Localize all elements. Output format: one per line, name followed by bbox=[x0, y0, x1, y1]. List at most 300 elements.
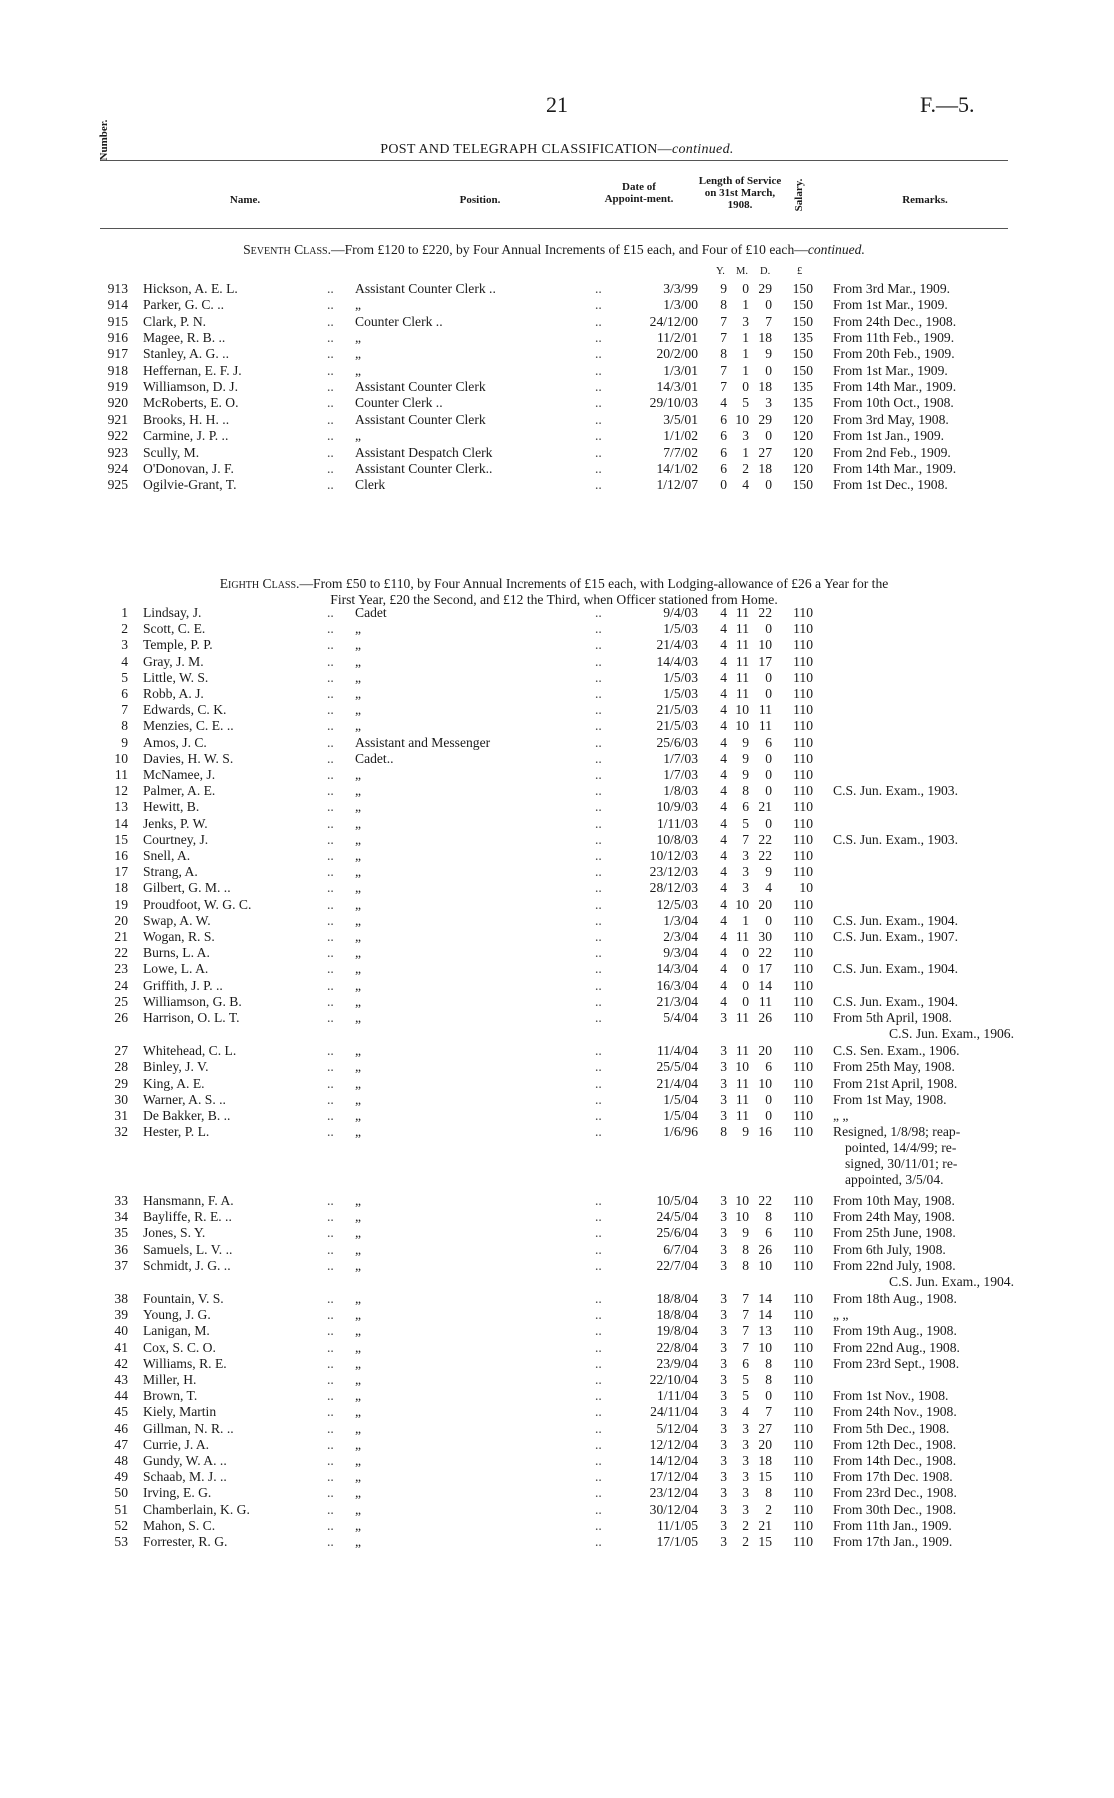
column-header-name: Name. bbox=[229, 194, 261, 206]
row-service-months: 11 bbox=[735, 637, 749, 653]
row-position: „ bbox=[355, 1404, 362, 1420]
row-service-months: 7 bbox=[742, 1307, 749, 1323]
row-service-days: 30 bbox=[758, 929, 772, 944]
row-service-days: 6 bbox=[765, 1059, 772, 1075]
row-service-days: 0 bbox=[765, 1091, 772, 1107]
row-appointment-date: 1/5/03 bbox=[663, 621, 698, 637]
row-salary: 110 bbox=[793, 1485, 813, 1501]
column-header-number: Number. bbox=[98, 119, 110, 161]
leader-dots: .. bbox=[595, 1043, 602, 1059]
row-service-days: 0 bbox=[765, 783, 772, 799]
page-code: F.—5. bbox=[920, 92, 975, 117]
leader-dots: .. bbox=[327, 945, 334, 961]
row-number: 33 bbox=[114, 1193, 128, 1208]
row-name: Irving, E. G. bbox=[143, 1485, 212, 1501]
row-service-months: 3 bbox=[742, 428, 749, 444]
row-appointment-date: 30/12/04 bbox=[649, 1501, 698, 1517]
row-service-days: 13 bbox=[758, 1323, 772, 1339]
row-service-years: 3 bbox=[720, 1010, 727, 1025]
row-service-years: 7 bbox=[720, 330, 727, 346]
table-row bbox=[0, 961, 1114, 977]
row-service-days: 11 bbox=[758, 993, 772, 1009]
row-appointment-date: 21/4/03 bbox=[656, 637, 698, 653]
row-position: „ bbox=[355, 1043, 362, 1059]
row-name: Currie, J. A. bbox=[143, 1436, 210, 1452]
table-row bbox=[0, 621, 1114, 637]
row-salary: 150 bbox=[792, 362, 813, 378]
row-number: 21 bbox=[114, 929, 128, 944]
row-name: Scully, M. bbox=[143, 444, 200, 460]
row-service-days: 0 bbox=[765, 815, 772, 831]
row-service-years: 3 bbox=[720, 1339, 727, 1355]
row-salary: 110 bbox=[793, 1501, 813, 1517]
row-appointment-date: 3/5/01 bbox=[663, 411, 698, 427]
leader-dots: .. bbox=[327, 1209, 334, 1225]
row-appointment-date: 17/1/05 bbox=[656, 1534, 698, 1549]
row-number: 914 bbox=[107, 297, 128, 313]
row-remarks: From 11th Jan., 1909. bbox=[833, 1517, 952, 1533]
column-header-service: Length of Service on 31st March, 1908. bbox=[698, 175, 782, 211]
leader-dots: .. bbox=[327, 1225, 334, 1241]
row-number: 48 bbox=[114, 1453, 128, 1468]
row-service-months: 3 bbox=[742, 848, 749, 863]
leader-dots: .. bbox=[595, 379, 602, 395]
row-appointment-date: 2/3/04 bbox=[663, 929, 698, 944]
leader-dots: .. bbox=[327, 1453, 334, 1468]
table-row bbox=[0, 686, 1114, 702]
row-service-days: 9 bbox=[765, 864, 772, 880]
leader-dots: .. bbox=[327, 1534, 334, 1549]
row-name: Swap, A. W. bbox=[143, 912, 211, 928]
leader-dots: .. bbox=[327, 637, 334, 653]
row-remarks: From 5th April, 1908. bbox=[833, 1010, 952, 1025]
leader-dots: .. bbox=[327, 1436, 334, 1452]
row-position: Cadet bbox=[355, 605, 387, 620]
leader-dots: .. bbox=[327, 1323, 334, 1339]
row-name: Forrester, R. G. bbox=[143, 1534, 228, 1549]
row-remarks: From 23rd Dec., 1908. bbox=[833, 1485, 957, 1501]
row-name: Chamberlain, K. G. bbox=[143, 1501, 250, 1517]
row-service-years: 4 bbox=[720, 734, 727, 750]
row-name: Harrison, O. L. T. bbox=[143, 1010, 240, 1025]
row-appointment-date: 1/7/03 bbox=[663, 750, 698, 766]
row-name: Warner, A. S. .. bbox=[143, 1091, 226, 1107]
eighth-class-heading-2: First Year, £20 the Second, and £12 the Third, when Officer stationed from Home. bbox=[330, 592, 778, 607]
row-salary: 110 bbox=[793, 718, 813, 734]
row-service-months: 0 bbox=[742, 281, 749, 296]
row-remarks: From 22nd July, 1908. bbox=[833, 1257, 956, 1273]
row-number: 12 bbox=[114, 783, 128, 799]
leader-dots: .. bbox=[327, 621, 334, 637]
row-remarks: C.S. Jun. Exam., 1904. bbox=[833, 993, 958, 1009]
row-salary: 110 bbox=[793, 1225, 813, 1241]
row-position: Clerk bbox=[355, 477, 386, 493]
row-appointment-date: 1/3/04 bbox=[663, 912, 698, 928]
leader-dots: .. bbox=[595, 444, 602, 460]
row-service-days: 17 bbox=[758, 653, 772, 669]
row-remarks: From 24th May, 1908. bbox=[833, 1209, 955, 1225]
row-service-years: 3 bbox=[720, 1209, 727, 1225]
row-service-days: 20 bbox=[758, 1436, 772, 1452]
row-salary: 110 bbox=[793, 815, 813, 831]
row-number: 13 bbox=[114, 799, 128, 815]
eighth-class-heading bbox=[100, 576, 1008, 592]
row-name: Hewitt, B. bbox=[143, 799, 200, 815]
table-row bbox=[0, 929, 1114, 945]
row-appointment-date: 5/12/04 bbox=[656, 1420, 698, 1436]
row-salary: 110 bbox=[793, 669, 813, 685]
row-service-days: 11 bbox=[758, 718, 772, 734]
leader-dots: .. bbox=[595, 428, 602, 444]
leader-dots: .. bbox=[595, 313, 602, 329]
unit-pounds: £ bbox=[797, 266, 803, 277]
row-number: 8 bbox=[121, 718, 128, 734]
row-service-months: 0 bbox=[742, 961, 749, 977]
row-name: Hansmann, F. A. bbox=[143, 1193, 234, 1208]
row-salary: 110 bbox=[793, 1257, 813, 1273]
row-service-years: 3 bbox=[720, 1075, 727, 1091]
row-salary: 110 bbox=[793, 1517, 813, 1533]
leader-dots: .. bbox=[595, 395, 602, 411]
row-service-days: 14 bbox=[758, 1307, 772, 1323]
row-service-months: 7 bbox=[742, 1339, 749, 1355]
row-service-months: 10 bbox=[735, 1193, 749, 1208]
row-service-months: 10 bbox=[735, 702, 749, 718]
row-remarks: From 5th Dec., 1908. bbox=[833, 1420, 950, 1436]
row-appointment-date: 10/8/03 bbox=[656, 831, 698, 847]
row-appointment-date: 11/4/04 bbox=[656, 1043, 698, 1059]
row-service-years: 4 bbox=[720, 621, 727, 637]
row-remarks: From 1st May, 1908. bbox=[833, 1091, 947, 1107]
row-position: Assistant Counter Clerk bbox=[355, 411, 486, 427]
row-service-months: 11 bbox=[735, 1108, 749, 1123]
row-name: Williamson, G. B. bbox=[143, 993, 242, 1009]
row-name: Courtney, J. bbox=[143, 831, 209, 847]
row-name: Griffith, J. P. .. bbox=[143, 977, 223, 993]
table-row bbox=[0, 1193, 1114, 1209]
row-appointment-date: 19/8/04 bbox=[656, 1323, 698, 1339]
row-position: „ bbox=[355, 637, 362, 653]
row-position: „ bbox=[355, 1501, 362, 1517]
row-service-months: 10 bbox=[735, 411, 749, 427]
row-service-days: 22 bbox=[758, 848, 772, 863]
table-row bbox=[0, 1010, 1114, 1026]
eighth-class-text-1: —From £50 to £110, by Four Annual Increments of £15 each, with Lodging-allowance of £26 a Year for the bbox=[299, 576, 889, 591]
unit-days: D. bbox=[760, 266, 771, 277]
row-position: Assistant Despatch Clerk bbox=[355, 444, 493, 460]
leader-dots: .. bbox=[595, 1291, 602, 1306]
leader-dots: .. bbox=[595, 1257, 602, 1273]
row-service-years: 4 bbox=[720, 702, 727, 718]
row-position: „ bbox=[355, 929, 362, 944]
row-salary: 110 bbox=[793, 945, 813, 961]
table-row bbox=[0, 428, 1114, 444]
row-name: Schmidt, J. G. .. bbox=[143, 1257, 231, 1273]
row-position: „ bbox=[355, 977, 362, 993]
row-number: 32 bbox=[114, 1124, 128, 1140]
row-appointment-date: 1/6/96 bbox=[663, 1124, 698, 1140]
leader-dots: .. bbox=[595, 1404, 602, 1420]
row-service-years: 8 bbox=[720, 1124, 727, 1140]
row-appointment-date: 1/5/04 bbox=[663, 1091, 698, 1107]
row-number: 919 bbox=[107, 379, 128, 395]
table-row bbox=[0, 654, 1114, 670]
row-position: „ bbox=[355, 297, 362, 313]
row-service-days: 9 bbox=[765, 346, 772, 362]
row-position: „ bbox=[355, 815, 362, 831]
table-row bbox=[0, 799, 1114, 815]
table-row bbox=[0, 1092, 1114, 1108]
row-position: „ bbox=[355, 1355, 362, 1371]
table-row bbox=[0, 281, 1114, 297]
row-remarks: From 20th Feb., 1909. bbox=[833, 346, 955, 362]
leader-dots: .. bbox=[595, 1372, 602, 1387]
leader-dots: .. bbox=[595, 686, 602, 701]
row-appointment-date: 1/1/02 bbox=[663, 428, 698, 444]
row-appointment-date: 1/11/03 bbox=[656, 815, 698, 831]
row-service-years: 4 bbox=[720, 783, 727, 799]
table-row bbox=[0, 880, 1114, 896]
row-number: 2 bbox=[121, 621, 128, 637]
leader-dots: .. bbox=[327, 1355, 334, 1371]
row-remarks: From 3rd May, 1908. bbox=[833, 411, 949, 427]
leader-dots: .. bbox=[595, 1225, 602, 1241]
table-row bbox=[0, 832, 1114, 848]
row-service-months: 4 bbox=[742, 477, 749, 493]
row-number: 920 bbox=[107, 395, 128, 411]
row-name: Hickson, A. E. L. bbox=[143, 281, 238, 296]
row-appointment-date: 11/1/05 bbox=[656, 1517, 698, 1533]
leader-dots: .. bbox=[327, 669, 334, 685]
row-salary: 135 bbox=[792, 330, 813, 346]
row-service-days: 8 bbox=[765, 1355, 772, 1371]
row-appointment-date: 24/12/00 bbox=[649, 313, 698, 329]
row-remarks: From 23rd Sept., 1908. bbox=[833, 1355, 960, 1371]
row-position: „ bbox=[355, 718, 362, 734]
row-service-years: 3 bbox=[720, 1225, 727, 1241]
table-row bbox=[0, 670, 1114, 686]
leader-dots: .. bbox=[595, 297, 602, 313]
row-remarks: C.S. Sen. Exam., 1906. bbox=[833, 1043, 960, 1059]
leader-dots: .. bbox=[327, 783, 334, 799]
row-appointment-date: 14/3/04 bbox=[656, 961, 698, 977]
row-service-years: 3 bbox=[720, 1469, 727, 1485]
leader-dots: .. bbox=[327, 718, 334, 734]
leader-dots: .. bbox=[327, 297, 334, 313]
row-service-years: 4 bbox=[720, 686, 727, 701]
row-position: „ bbox=[355, 1307, 362, 1323]
row-number: 9 bbox=[121, 734, 128, 750]
row-number: 23 bbox=[114, 961, 128, 977]
row-name: Jenks, P. W. bbox=[143, 815, 208, 831]
leader-dots: .. bbox=[327, 1059, 334, 1075]
row-remarks: From 1st Mar., 1909. bbox=[833, 297, 948, 313]
row-service-days: 8 bbox=[765, 1372, 772, 1387]
row-remarks: From 11th Feb., 1909. bbox=[833, 330, 955, 346]
page-number: 21 bbox=[546, 92, 568, 117]
row-appointment-date: 14/4/03 bbox=[656, 653, 698, 669]
row-service-years: 4 bbox=[720, 961, 727, 977]
row-number: 39 bbox=[114, 1307, 128, 1323]
row-service-days: 21 bbox=[758, 1517, 772, 1533]
row-salary: 110 bbox=[793, 993, 813, 1009]
row-appointment-date: 11/2/01 bbox=[656, 330, 698, 346]
row-position: „ bbox=[355, 896, 362, 912]
row-service-months: 9 bbox=[742, 734, 749, 750]
table-row bbox=[0, 1258, 1114, 1274]
row-service-days: 8 bbox=[765, 1209, 772, 1225]
row-position: „ bbox=[355, 1291, 362, 1306]
row-appointment-date: 25/6/03 bbox=[656, 734, 698, 750]
row-service-days: 21 bbox=[758, 799, 772, 815]
table-row bbox=[0, 1225, 1114, 1241]
row-position: „ bbox=[355, 993, 362, 1009]
row-service-years: 6 bbox=[720, 411, 727, 427]
leader-dots: .. bbox=[327, 477, 334, 493]
row-name: Little, W. S. bbox=[143, 669, 209, 685]
row-remarks: From 19th Aug., 1908. bbox=[833, 1323, 957, 1339]
leader-dots: .. bbox=[327, 362, 334, 378]
row-appointment-date: 22/8/04 bbox=[656, 1339, 698, 1355]
leader-dots: .. bbox=[327, 1517, 334, 1533]
row-position: „ bbox=[355, 686, 362, 701]
row-salary: 110 bbox=[793, 750, 813, 766]
row-number: 41 bbox=[114, 1339, 128, 1355]
table-row bbox=[0, 412, 1114, 428]
row-service-days: 8 bbox=[765, 1485, 772, 1501]
row-service-days: 10 bbox=[758, 637, 772, 653]
row-service-years: 4 bbox=[720, 637, 727, 653]
row-service-years: 3 bbox=[720, 1436, 727, 1452]
row-salary: 110 bbox=[793, 653, 813, 669]
leader-dots: .. bbox=[327, 1010, 334, 1025]
row-name: Snell, A. bbox=[143, 848, 191, 863]
row-remarks-continued: C.S. Jun. Exam., 1906. bbox=[889, 1026, 1014, 1041]
row-service-years: 4 bbox=[720, 896, 727, 912]
row-service-months: 0 bbox=[742, 379, 749, 395]
row-service-months: 9 bbox=[742, 767, 749, 782]
table-row bbox=[0, 297, 1114, 313]
table-row bbox=[0, 1307, 1114, 1323]
row-remarks: From 12th Dec., 1908. bbox=[833, 1436, 957, 1452]
row-appointment-date: 1/12/07 bbox=[656, 477, 698, 493]
row-salary: 110 bbox=[793, 1241, 813, 1257]
row-salary: 110 bbox=[793, 1404, 813, 1420]
row-service-years: 4 bbox=[720, 929, 727, 944]
row-salary: 110 bbox=[793, 1534, 813, 1549]
leader-dots: .. bbox=[327, 1404, 334, 1420]
row-appointment-date: 29/10/03 bbox=[649, 395, 698, 411]
row-name: Burns, L. A. bbox=[143, 945, 210, 961]
row-service-days: 0 bbox=[765, 1388, 772, 1404]
row-salary: 10 bbox=[799, 880, 813, 896]
row-number: 34 bbox=[114, 1209, 128, 1225]
leader-dots: .. bbox=[595, 1091, 602, 1107]
row-service-years: 4 bbox=[720, 912, 727, 928]
row-service-months: 2 bbox=[742, 1534, 749, 1549]
row-name: Lindsay, J. bbox=[143, 605, 202, 620]
row-position: „ bbox=[355, 653, 362, 669]
row-salary: 110 bbox=[793, 1193, 813, 1208]
table-row bbox=[0, 1242, 1114, 1258]
leader-dots: .. bbox=[327, 1043, 334, 1059]
table-row bbox=[0, 1502, 1114, 1518]
row-salary: 135 bbox=[792, 379, 813, 395]
row-service-days: 0 bbox=[765, 621, 772, 637]
leader-dots: .. bbox=[595, 1108, 602, 1123]
row-number: 29 bbox=[114, 1075, 128, 1091]
leader-dots: .. bbox=[327, 281, 334, 296]
row-number: 16 bbox=[114, 848, 128, 863]
leader-dots: .. bbox=[327, 395, 334, 411]
table-row bbox=[0, 816, 1114, 832]
row-appointment-date: 1/5/03 bbox=[663, 669, 698, 685]
row-number: 35 bbox=[114, 1225, 128, 1241]
row-service-days: 29 bbox=[758, 411, 772, 427]
row-name: Stanley, A. G. .. bbox=[143, 346, 229, 362]
row-appointment-date: 21/5/03 bbox=[656, 702, 698, 718]
row-service-years: 3 bbox=[720, 1485, 727, 1501]
row-position: „ bbox=[355, 945, 362, 961]
leader-dots: .. bbox=[327, 831, 334, 847]
table-row bbox=[0, 461, 1114, 477]
row-position: „ bbox=[355, 831, 362, 847]
leader-dots: .. bbox=[595, 1124, 602, 1140]
table-row bbox=[0, 751, 1114, 767]
row-number: 923 bbox=[107, 444, 128, 460]
row-appointment-date: 1/8/03 bbox=[663, 783, 698, 799]
row-name: Gillman, N. R. .. bbox=[143, 1420, 234, 1436]
row-service-years: 4 bbox=[720, 864, 727, 880]
row-number: 52 bbox=[114, 1517, 128, 1533]
row-salary: 120 bbox=[792, 460, 813, 476]
row-number: 917 bbox=[107, 346, 128, 362]
row-remarks-continued: pointed, 14/4/99; re- bbox=[845, 1140, 957, 1156]
row-remarks: From 14th Mar., 1909. bbox=[833, 460, 957, 476]
row-number: 6 bbox=[121, 686, 128, 701]
row-service-days: 15 bbox=[758, 1469, 772, 1485]
row-service-days: 6 bbox=[765, 1225, 772, 1241]
leader-dots: .. bbox=[595, 281, 602, 296]
row-position: „ bbox=[355, 1323, 362, 1339]
leader-dots: .. bbox=[595, 815, 602, 831]
row-appointment-date: 23/12/04 bbox=[649, 1485, 698, 1501]
row-position: „ bbox=[355, 1517, 362, 1533]
row-position: „ bbox=[355, 1388, 362, 1404]
row-appointment-date: 21/4/04 bbox=[656, 1075, 698, 1091]
row-service-months: 1 bbox=[742, 297, 749, 313]
row-service-years: 4 bbox=[720, 831, 727, 847]
row-remarks: From 2nd Feb., 1909. bbox=[833, 444, 951, 460]
table-row bbox=[0, 978, 1114, 994]
row-service-years: 9 bbox=[720, 281, 727, 296]
row-name: Young, J. G. bbox=[143, 1307, 211, 1323]
seventh-class-text: —From £120 to £220, by Four Annual Increments of £15 each, and Four of £10 each— bbox=[331, 242, 808, 257]
row-appointment-date: 16/3/04 bbox=[656, 977, 698, 993]
row-salary: 110 bbox=[793, 734, 813, 750]
row-service-years: 4 bbox=[720, 395, 727, 411]
row-service-years: 3 bbox=[720, 1453, 727, 1468]
row-service-years: 3 bbox=[720, 1307, 727, 1323]
leader-dots: .. bbox=[595, 1010, 602, 1025]
leader-dots: .. bbox=[595, 993, 602, 1009]
leader-dots: .. bbox=[595, 1517, 602, 1533]
row-remarks: „ „ bbox=[833, 1307, 849, 1323]
leader-dots: .. bbox=[595, 477, 602, 493]
row-salary: 110 bbox=[793, 1010, 813, 1025]
leader-dots: .. bbox=[595, 1075, 602, 1091]
row-service-months: 5 bbox=[742, 1372, 749, 1387]
